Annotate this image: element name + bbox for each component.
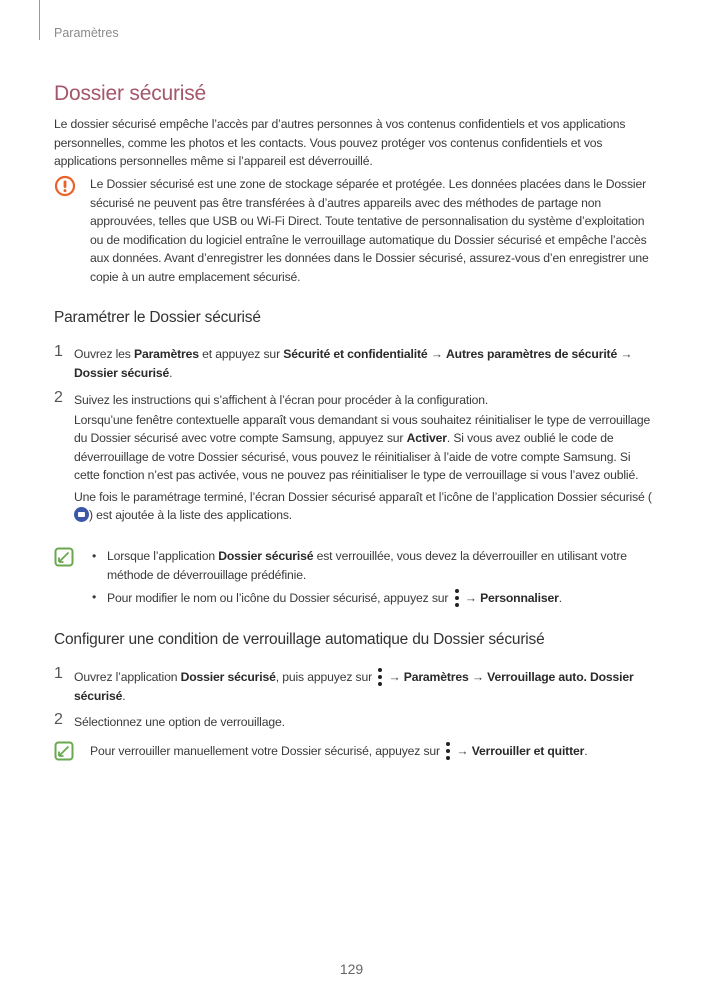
setup-step-2: [54, 391, 654, 525]
step-number: 2: [54, 711, 63, 728]
section-heading-autolock: Configurer une condition de verrouillage automatique du Dossier sécurisé: [54, 631, 545, 648]
more-options-icon: [377, 667, 383, 687]
step-detail-complete: Une fois le paramétrage terminé, l’écran Dossier sécurisé apparaît et l’icône de l’application Dossier sécurisé () est ajoutée à la liste des applications.: [74, 489, 652, 522]
note-icon: [54, 741, 74, 766]
tip-note-setup: [54, 547, 654, 612]
caution-icon: [54, 175, 76, 202]
section-label: Paramètres: [54, 26, 119, 40]
section-heading-setup: Paramétrer le Dossier sécurisé: [54, 309, 261, 326]
step-text: Sélectionnez une option de verrouillage.: [74, 715, 285, 729]
tip-text: Pour verrouiller manuellement votre Dossier sécurisé, appuyez sur → Verrouiller et quitter.: [90, 741, 654, 761]
step-text: Suivez les instructions qui s’affichent à l’écran pour procéder à la configuration.: [74, 393, 489, 407]
step-number: 2: [54, 389, 63, 406]
step-number: 1: [54, 665, 63, 682]
autolock-step-2: [54, 713, 654, 732]
page-number: 129: [339, 961, 364, 977]
header-rule: [39, 0, 40, 40]
secure-folder-app-icon: [74, 507, 89, 522]
step-number: 1: [54, 343, 63, 360]
caution-note: [54, 175, 654, 286]
more-options-icon: [454, 588, 460, 608]
tip-bullet-1: • Lorsque l’application Dossier sécurisé est verrouillée, vous devez la déverrouiller en utilisant votre méthode de déverrouillage prédéfinie.: [90, 547, 654, 584]
page-title: Dossier sécurisé: [54, 82, 207, 105]
step-detail-reset: Lorsqu’une fenêtre contextuelle apparaît vous demandant si vous souhaitez réinitialiser le type de verrouillage du Dossier sécurisé avec votre compte Samsung, appuyez sur Activer. Si vous avez oublié le code de déverrouillage de votre Dossier sécurisé, vous pouvez le réinitialiser à l’aide de votre compte Samsung. Si cette fonction n’est pas activée, vous ne pouvez pas réinitialiser le type de verrouillage si vous l’avez oublié.: [74, 412, 651, 482]
autolock-step-1: [54, 667, 654, 706]
setup-step-1: [54, 345, 654, 382]
step-text: Ouvrez les Paramètres et appuyez sur Sécurité et confidentialité → Autres paramètres de sécurité → Dossier sécurisé.: [74, 347, 633, 380]
tip-bullet-2: • Pour modifier le nom ou l’icône du Dossier sécurisé, appuyez sur → Personnaliser.: [90, 588, 654, 608]
note-icon: [54, 547, 74, 572]
caution-text: Le Dossier sécurisé est une zone de stockage séparée et protégée. Les données placées dans le Dossier sécurisé ne peuvent pas être transférées à d’autres appareils avec des méthodes de partage non approuvées, telles que USB ou Wi-Fi Direct. Toute tentative de personnalisation du système d’exploitation ou de modification du logiciel entraîne le verrouillage automatique du Dossier sécurisé et empêche l’accès aux données. Avant d’enregistrer les données dans le Dossier sécurisé, assurez-vous d’en enregistrer une copie à un autre emplacement sécurisé.: [90, 177, 649, 284]
step-text: Ouvrez l’application Dossier sécurisé, puis appuyez sur → Paramètres → Verrouillage auto. Dossier sécurisé.: [74, 667, 654, 706]
tip-note-autolock: [54, 741, 654, 761]
intro-paragraph: Le dossier sécurisé empêche l’accès par d’autres personnes à vos contenus confidentiels et vos applications personnelles, comme les photos et les contacts. Vous pouvez protéger vos contenus confidentiels et vos applications personnelles même si l’appareil est déverrouillé.: [54, 117, 626, 168]
more-options-icon: [445, 741, 451, 761]
